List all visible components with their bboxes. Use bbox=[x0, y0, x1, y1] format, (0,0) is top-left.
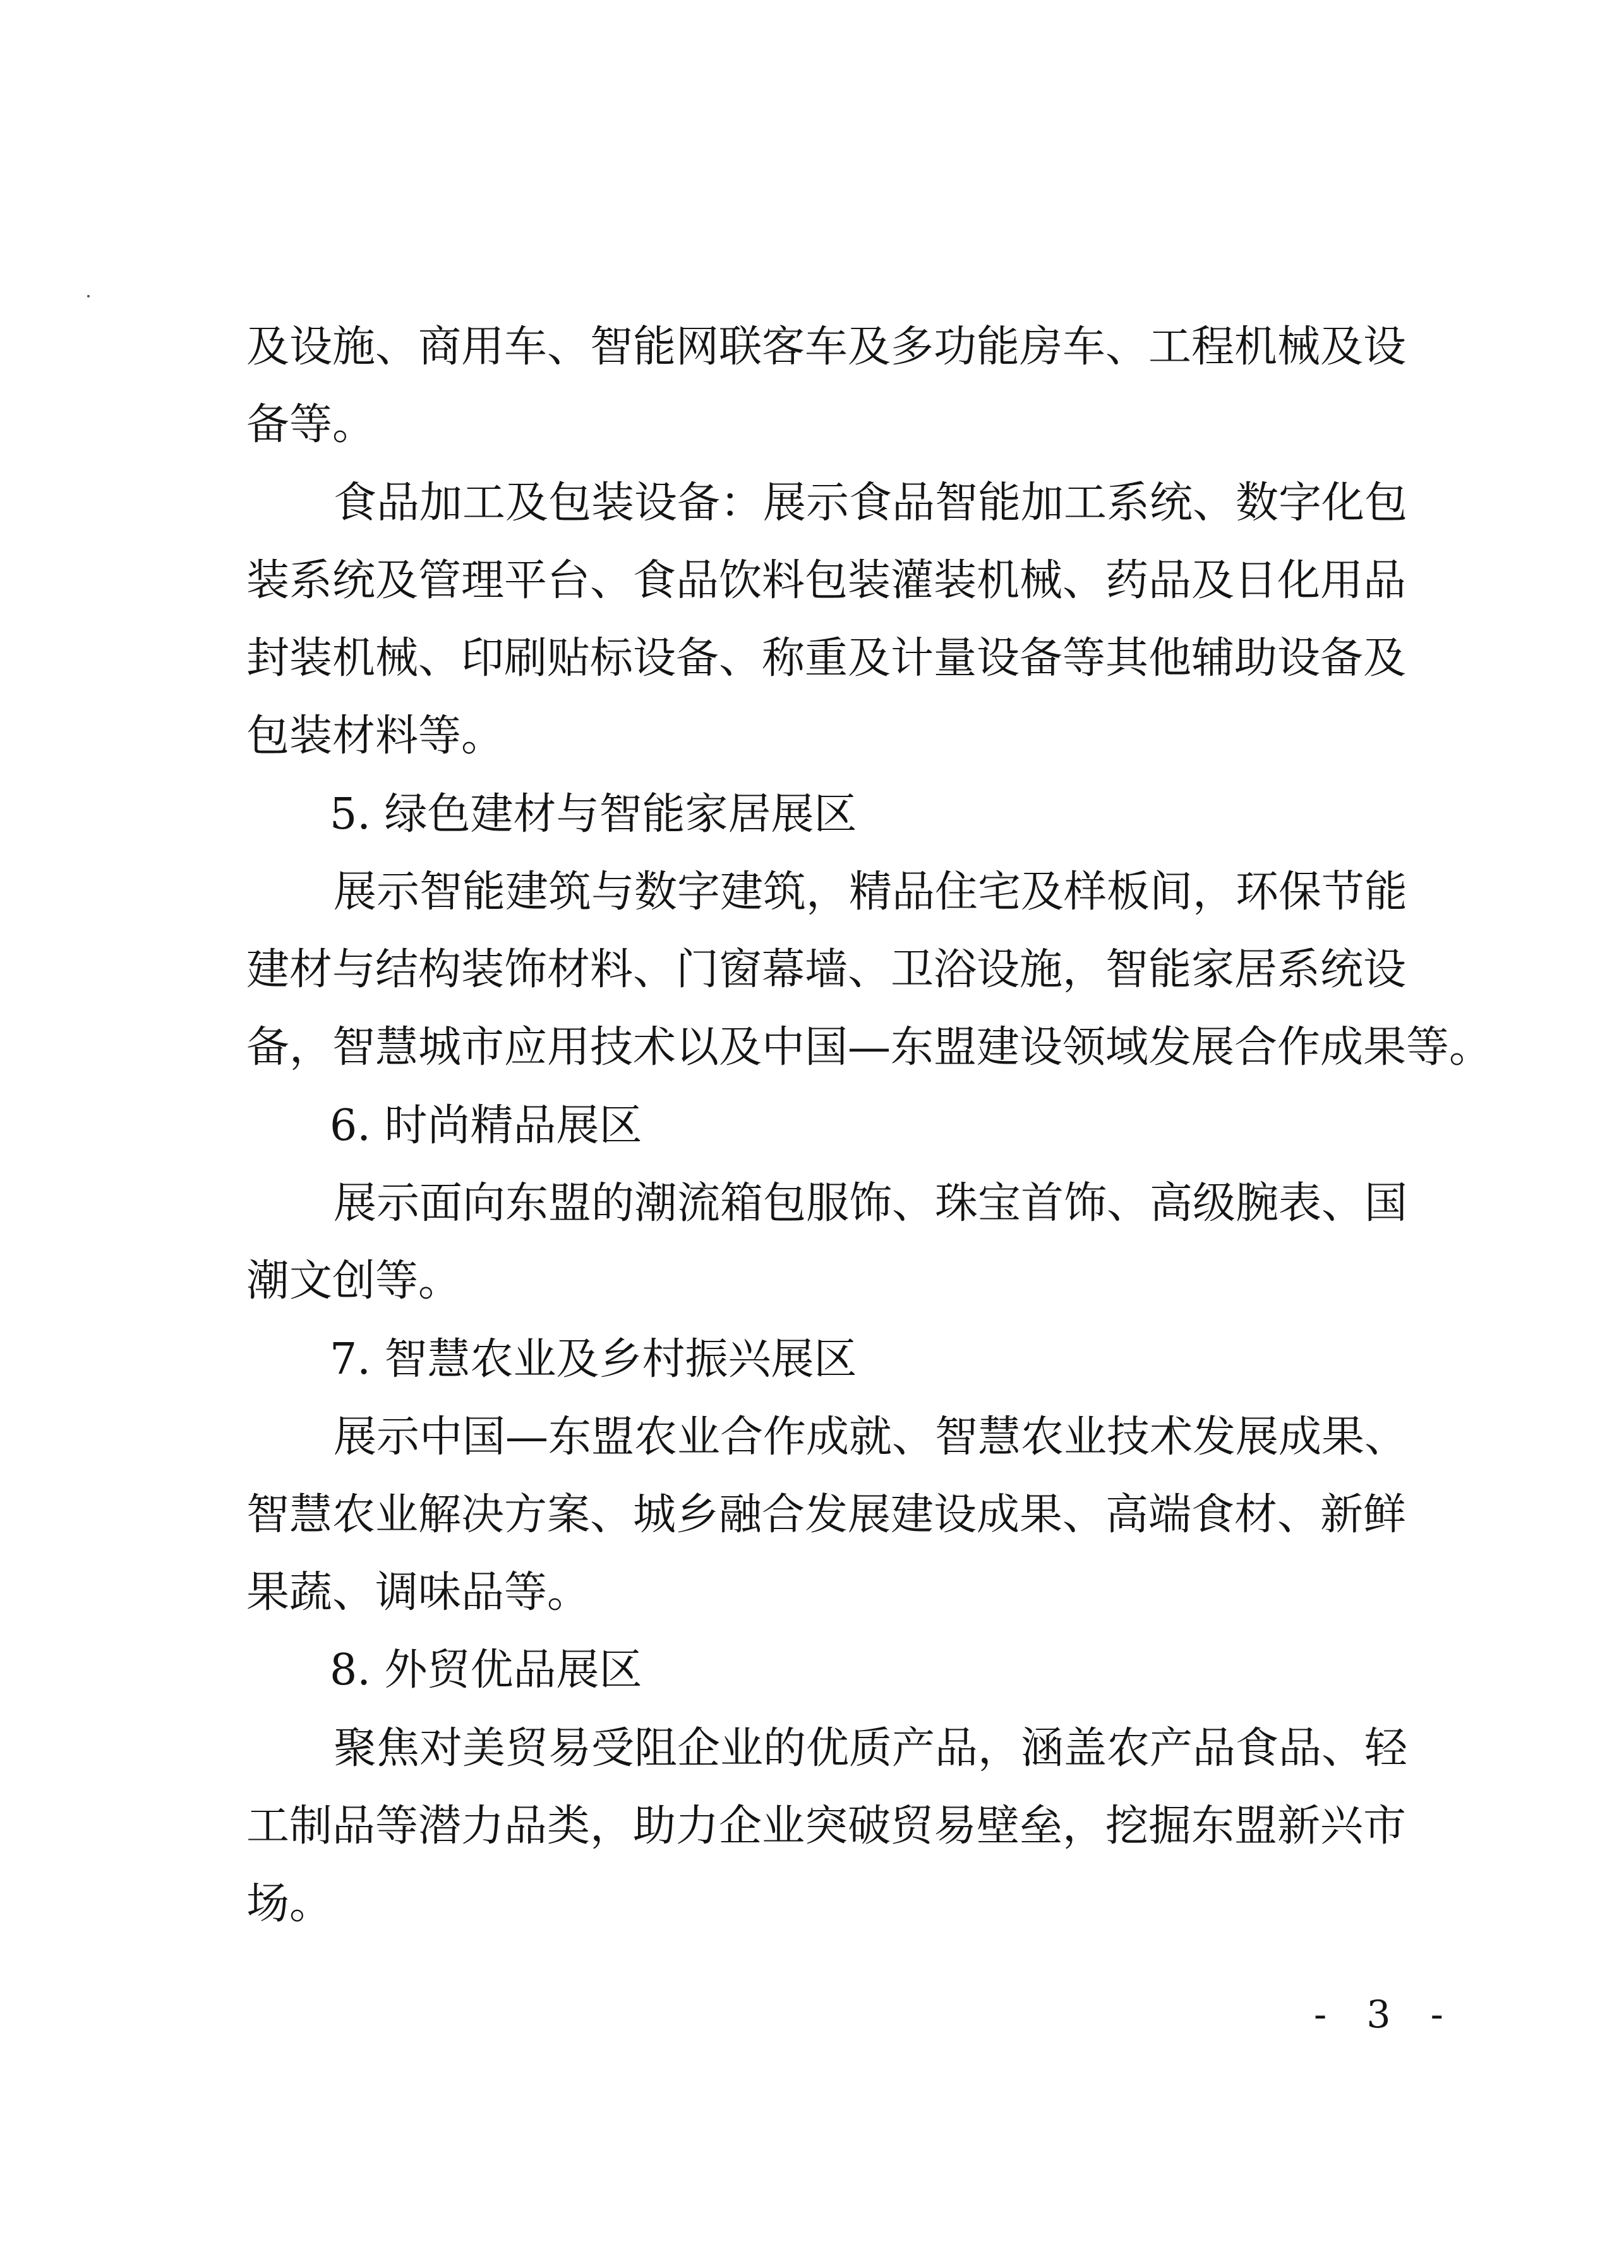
paragraph-line: 展示面向东盟的潮流箱包服饰、珠宝首饰、高级腕表、国 bbox=[334, 1179, 1408, 1228]
paragraph-line: 智慧农业解决方案、城乡融合发展建设成果、高端食材、新鲜 bbox=[246, 1490, 1407, 1540]
section-heading: 8. 外贸优品展区 bbox=[330, 1645, 642, 1695]
paragraph-line: 食品加工及包装设备：展示食品智能加工系统、数字化包 bbox=[334, 478, 1408, 528]
paragraph-line: 果蔬、调味品等。 bbox=[246, 1568, 591, 1617]
paragraph-line: 包装材料等。 bbox=[246, 711, 505, 761]
paragraph-line: 建材与结构装饰材料、门窗幕墙、卫浴设施，智能家居系统设 bbox=[246, 945, 1407, 995]
paragraph-line: 及设施、商用车、智能网联客车及多功能房车、工程机械及设 bbox=[246, 322, 1407, 372]
paragraph-line: 展示智能建筑与数字建筑，精品住宅及样板间，环保节能 bbox=[334, 867, 1408, 917]
paragraph-line: 工制品等潜力品类，助力企业突破贸易壁垒，挖掘东盟新兴市 bbox=[246, 1801, 1407, 1851]
paragraph-line: 潮文创等。 bbox=[246, 1256, 462, 1306]
section-heading: 7. 智慧农业及乡村振兴展区 bbox=[330, 1335, 857, 1384]
paragraph-line: 展示中国—东盟农业合作成就、智慧农业技术发展成果、 bbox=[334, 1412, 1408, 1462]
section-heading: 6. 时尚精品展区 bbox=[330, 1101, 642, 1151]
scan-speck bbox=[87, 295, 90, 297]
paragraph-line: 备等。 bbox=[246, 400, 376, 450]
paragraph-line: 备，智慧城市应用技术以及中国—东盟建设领域发展合作成果等。 bbox=[246, 1023, 1493, 1072]
paragraph-line: 聚焦对美贸易受阻企业的优质产品，涵盖农产品食品、轻 bbox=[334, 1724, 1408, 1773]
paragraph-line: 装系统及管理平台、食品饮料包装灌装机械、药品及日化用品 bbox=[246, 556, 1407, 606]
paragraph-line: 封装机械、印刷贴标设备、称重及计量设备等其他辅助设备及 bbox=[246, 633, 1407, 683]
section-heading: 5. 绿色建材与智能家居展区 bbox=[330, 789, 857, 839]
page-number: - 3 - bbox=[1314, 1993, 1457, 2037]
paragraph-line: 场。 bbox=[246, 1879, 333, 1929]
